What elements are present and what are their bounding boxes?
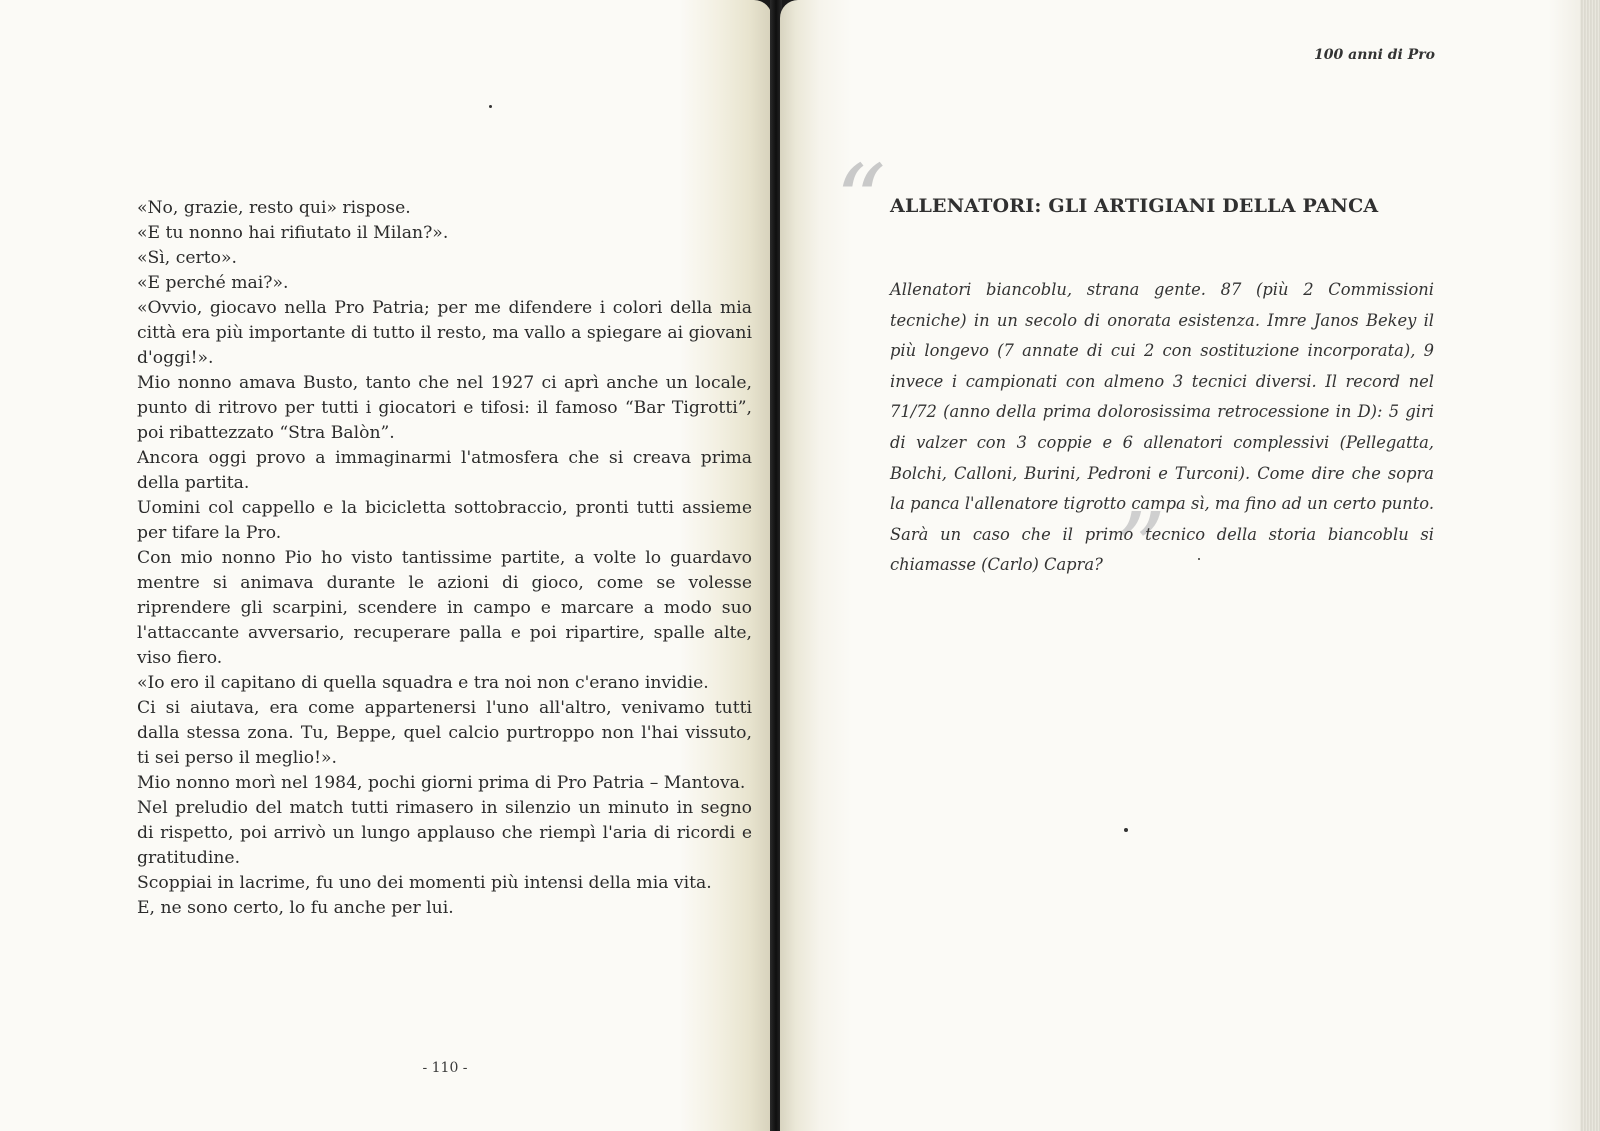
paragraph: Nel preludio del match tutti rimasero in silenzio un minuto in segno di rispetto, poi arrivò un lungo applauso che riempì l'aria di ricordi e gratitudine. bbox=[137, 798, 752, 868]
ink-speck bbox=[1124, 828, 1128, 832]
paragraph: «No, grazie, resto qui» rispose. bbox=[137, 198, 411, 218]
left-page bbox=[0, 0, 772, 1131]
close-quote-mark: ” bbox=[1115, 491, 1167, 608]
page-number: - 110 - bbox=[422, 1060, 468, 1076]
section-title: ALLENATORI: GLI ARTIGIANI DELLA PANCA bbox=[890, 195, 1379, 217]
paragraph: E, ne sono certo, lo fu anche per lui. bbox=[137, 898, 454, 918]
paragraph: «Io ero il capitano di quella squadra e tra noi non c'erano invidie. bbox=[137, 673, 709, 693]
paragraph: «E tu nonno hai rifiutato il Milan?». bbox=[137, 223, 449, 243]
page-edge bbox=[1580, 0, 1600, 1131]
paragraph: Con mio nonno Pio ho visto tantissime partite, a volte lo guardavo mentre si animava durante le azioni di gioco, come se volesse riprendere gli scarpini, scendere in campo e marcare a modo suo l'attaccante avversario, recuperare palla e poi ripartire, spalle alte, viso fiero. bbox=[137, 548, 752, 668]
running-header: 100 anni di Pro bbox=[1314, 47, 1435, 63]
paragraph: «E perché mai?». bbox=[137, 273, 289, 293]
paragraph: «Sì, certo». bbox=[137, 248, 237, 268]
open-quote-mark: “ bbox=[835, 143, 887, 260]
paragraph: Ancora oggi provo a immaginarmi l'atmosfera che si creava prima della partita. bbox=[137, 448, 752, 493]
ink-speck bbox=[489, 105, 492, 108]
section-body bbox=[890, 275, 1434, 581]
paragraph: Mio nonno amava Busto, tanto che nel 1927 ci aprì anche un locale, punto di ritrovo per tutti i giocatori e tifosi: il famoso “Bar Tigrotti”, poi ribattezzato “Stra Balòn”. bbox=[137, 373, 752, 443]
paragraph: Mio nonno morì nel 1984, pochi giorni prima di Pro Patria – Mantova. bbox=[137, 773, 746, 793]
section-paragraph: Allenatori biancoblu, strana gente. 87 (più 2 Commissioni tecniche) in un secolo di onorata esistenza. Imre Janos Bekey il più longevo (7 annate di cui 2 con sostituzione incorporata), 9 invece i campionati con almeno 3 tecnici diversi. Il record nel 71/72 (anno della prima dolorosissima retrocessione in D): 5 giri di valzer con 3 coppie e 6 allenatori complessivi (Pellegatta, Bolchi, Calloni, Burini, Pedroni e Turconi). Come dire che sopra la panca l'allenatore tigrotto campa sì, ma fino ad un certo punto. Sarà un caso che il primo tecnico della storia biancoblu si chiamasse (Carlo) Capra? bbox=[890, 280, 1434, 575]
paragraph: Uomini col cappello e la bicicletta sottobraccio, pronti tutti assieme per tifare la Pro. bbox=[137, 498, 752, 543]
left-page-body bbox=[137, 196, 752, 921]
paragraph: «Ovvio, giocavo nella Pro Patria; per me difendere i colori della mia città era più importante di tutto il resto, ma vallo a spiegare ai giovani d'oggi!». bbox=[137, 298, 752, 368]
paragraph: Ci si aiutava, era come appartenersi l'uno all'altro, venivamo tutti dalla stessa zona. Tu, Beppe, quel calcio purtroppo non l'hai vissuto, ti sei perso il meglio!». bbox=[137, 698, 752, 768]
paragraph: Scoppiai in lacrime, fu uno dei momenti più intensi della mia vita. bbox=[137, 873, 712, 893]
